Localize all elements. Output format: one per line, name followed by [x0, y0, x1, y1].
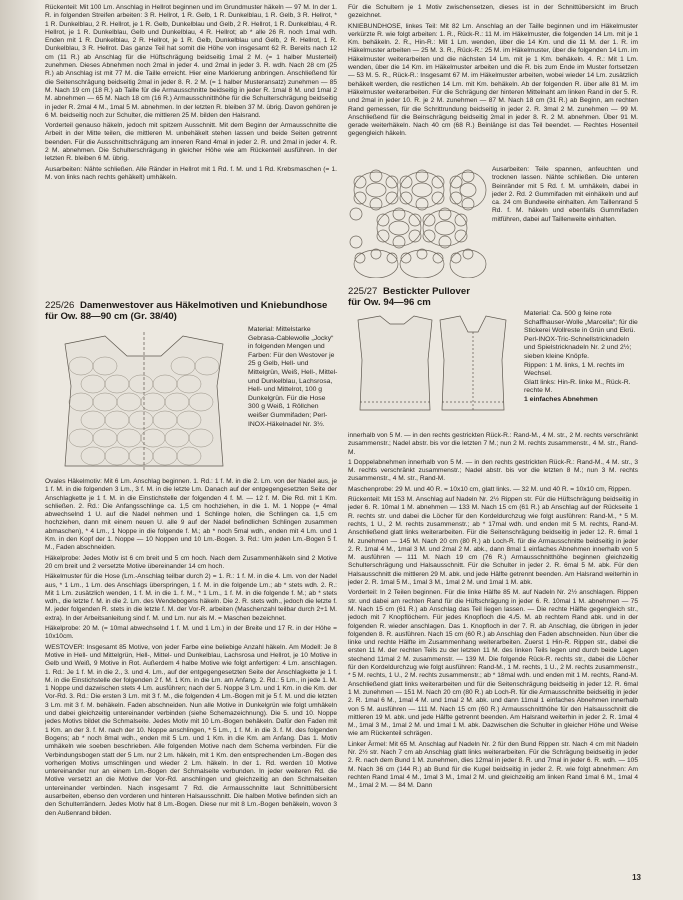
motif-3 [450, 170, 486, 210]
materials-226 [248, 326, 338, 476]
paragraph: Häkelmuster für die Hose (Lm.-Anschlag teilbar durch 2) = 1. R.: 1 f. M. in die 4. Lm. von der Nadel aus, * 1 Lm., 1 Lm. des Anschlags überspringen, 1 f. M. in die folgende Lm.; ab * stets wdh. 2. R.: Mit 1 Lm. zusätzlich wenden, 1 f. M. in die 1. f. M., * 1 Lm., 1 f. M. in die folgende f. M.; ab * stets wdh., die letzte f. M. in die 2. Lm. des Wendebogens häkeln. Die 2. R. stets wdh., jedoch die letzte f. M. jeder folgenden R. stets in die letzte f. M. der Vor-R. arbeiten (Maschenzahl teilbar durch 2+1 M. extra). In der Arbeitsanleitung sind f. M. und Lm. nur als M. = Maschen bezeichnet. [45, 573, 337, 622]
paragraph: Ausarbeiten: Nähte schließen. Alle Ränder in Hellrot mit 1 Rd. f. M. und 1 Rd. Krebsmaschen (= 1. M. von links nach rechts gehäkelt) umhäkeln. [45, 165, 337, 181]
motif-5 [423, 208, 467, 248]
crochet-motif-illustration [348, 166, 488, 278]
section-title: Bestickter Pullover [383, 286, 470, 297]
pullover-instructions [348, 432, 638, 890]
pants-instructions [348, 4, 638, 162]
section-number: 225/26 [45, 300, 75, 311]
westover-back-instructions [45, 4, 337, 304]
paragraph: WESTOVER: Insgesamt 85 Motive, von jeder Farbe eine beliebige Anzahl häkeln. Am Modell: Je 8 Motive in Hell- und Mittelgrün, Hell-, Mittel- und Dunkelblau, Lachsrosa und Hellrot, je 10 Motive in Gelb und Weiß, 9 Motive in Rot. Außerdem 4 halbe Motive wie folgt anfertigen: 4 Lm. anschlagen. 1. Rd.: Je 1 f. M. in die 2., 3. und 4. Lm., auf der entgegengesetzten Seite der Anschlagkette je 1 f. M. in die Einstichstelle der folgenden 2 f. M. 1 Km. in die Lm. am Anfang. 2. Rd.: 5 Lm., in jede 1. M. 1 Noppe und dazwischen stets 4 Lm. ausführen; nach der 5. Noppe 3 Lm. und 1 Km. in die Km. der Vor-Rd. 3. Rd.: Die ersten 3 Lm. mit 3 f. M., die folgenden 4 Lm.-Bogen mit je 5 f. M. und die letzten 3 Lm. mit 3 f. M. behäkeln. Faden abschneiden. Nun alle Motive in Dunkelgrün wie folgt umhäkeln und dabei gleichzeitig untereinander verbinden (siehe Schemazeichnung). Die 5. und 10. Noppe jedes Motivs bildet die Schmalseite. Jedes Motiv mit 10 Lm.-Bogen behäkeln. Dafür den Faden mit 1 Km. an der 3. f. M. nach der 10. Noppe anschlingen, * 5 Lm., 1 f. M. in die 3. f. M. des folgenden Bogens; ab * noch 8mal wdh., enden mit 5 Lm. und 1 Km. in die Km. am Anfang. Das 1. Motiv umhäkeln wie soeben beschrieben. Alle folgenden Motive nach dem Schema verbinden. Für die Verbindungsbogen statt der 5 Lm. nur 2 Lm. häkeln, mit 1 Km. den entsprechenden Lm.-Bogen des vorherigen Motivs umschlingen und wieder 2 Lm. häkeln. In der 1. Rd. werden 10 Motive untereinander nur an einem Lm.-Bogen der Schmalseite verbunden. In jeder weiteren Rd. die Motive versetzt an die Motive der Vor-Rd. anschlingen und gleichzeitig an den Schmalseiten untereinander verbinden. Nach insgesamt 7 Rd. die Armausschnitte laut Schnittübersicht ausarbeiten, ebenso den vorderen und hinteren Halsausschnitt. Die halben Motive befinden sich an den Schulterrändern. Jedes Motiv hat 8 Lm.-Bogen. Diese nur mit 8 Lm.-Bogen behäkeln, wovon 3 den Außenrand bilden. [45, 643, 337, 817]
paragraph: innerhalb von 5 M. — in den rechts gestrickten Rück-R.: Rand-M., 4 M. str., 2 M. rechts verschränkt zusammenstr.; Nadel abstr. bis vor die letzten 7 M.; nun 2 M. rechts zusammenstr., 4 M. str., Rand-M. [348, 432, 638, 456]
paragraph: Rückenteil: Mit 100 Lm. Anschlag in Hellrot beginnen und im Grundmuster häkeln — 97 M. In der 1. R. in folgenden Streifen arbeiten: 3 R. Hellrot, 1 R. Gelb, 1 R. Dunkelblau, 1 R. Gelb, 3 R. Hellrot, * 1 R. Dunkelblau, 2 R. Hellrot, je 1 R. Gelb, Dunkelblau und Gelb, 2 R. Hellrot, 1 R. Dunkelblau, 4 R. Hellrot, je 1 R. Dunkelblau, Gelb und Dunkelblau, 4 R. Hellrot; ab * alle 26 R. noch 1mal wdh. Enden mit 1 R. Dunkelblau, 2 R. Hellrot, je 1 R. Gelb, Dunkelblau und Gelb, 2 R. Hellrot, 1 R. Dunkelblau, 3 R. Hellrot. Das ganze Teil hat somit die Höhe von insgesamt 62 R. Bereits nach 12 cm (11 R.) ab Anschlag für die Hüftschrägung beidseitig 1mal 2 M. (= 1 halber Musterteil) zunehmen. Dieses Abnehmen noch 2mal in jeder 4. und 2mal in jeder 3. R. wdh. Nach 28 cm (25 R.) ab Anschlag ist mit 77 M. die Taille erreicht. Hier eine Markierung anbringen. Anschließend für die Seitenschrägung beidseitig 2mal in jeder 8. R. 2 M. (= 1 halber Musteransatz) zunehmen — 85 M. Nach 19 cm (18 R.) ab Taille für die Armausschnitte beidseitig in jeder R. 1mal 8 M. und 1mal 2 M. abnehmen — 65 M. Nach 18 cm (16 R.) Armausschnitthöhe für die Schulterschrägung beidseitig in jeder R. 2mal 4 M., 1mal 5 M. abnehmen. In der letzten R. bleiben 37 M. übrig. Davon gehören je 6 M. beidseitig noch zur Schulter, die mittleren 25 M. bilden den Halsrand. [45, 4, 337, 119]
westover-outline [65, 336, 223, 466]
motif-1 [354, 170, 398, 210]
pullover-front-outline [440, 316, 506, 410]
paragraph: Vorderteil: In 2 Teilen beginnen. Für die linke Hälfte 85 M. auf Nadeln Nr. 2½ anschlagen. Rippen str. und dabei am rechten Rand für die Hüftschrägung in jeder 6. R. 10mal 1 M. abnehmen — 75 M. Nach 15 cm (61 R.) ab Anschlag das Teil liegen lassen. — Die rechte Hälfte gegengleich str., jedoch mit 7 Knopflöchern. Für jedes Knopfloch die 4./5. M. ab rechtem Rand abk. und in der folgenden R. wieder anschlagen. Das 1. Knopfloch in der 7. R. ab Anschlag, die übrigen in jeder folgenden 8. R. ausführen. Nach 15 cm (60 R.) ab Anschlag den Faden abschneiden. Nun über die linke und rechte Hälfte im Zusammenhang weiterarbeiten. Zuerst 1 Hin-R. Rippen str., dabei die ersten 11 M. der rechten Teils zu der letzten 11 M. des linken Teils legen und durch beide Lagen stechend 11mal 2 M. zusammenstr. — 139 M. Die folgende Rück-R. rechts str., dabei die Löcher für den Kordeldurchzug wie folgt ausführen: Rand-M., 1 M. rechts, 1 U., 2 M. rechts zusammenstr., * 5 M. rechts, 1 U., 2 M. rechts zusammenstr.; ab * 18mal wdh. und enden mit 1 M. rechts, Rand-M. Anschließend glatt links weiterarbeiten und für die Seitenschrägung beidseitig in jeder 12. R. 6mal 1 M. zunehmen — 151 M. Nach 20 cm (80 R.) ab Loch-R. für die Armausschnitte beidseitig in jeder 2. R. 1mal 6 M., 1mal 4 M. und 1mal 2 M. abk. und dann 11mal 1 einfaches Abnehmen innerhalb von 5 M. ausführen — 111 M. Nach 15 cm (60 R.) Armausschnitthöhe für den Halsausschnitt die mittleren 19 M. abk. und jede Hälfte getrennt beenden. Am Halsrand weiterhin in jeder 2. R. 1mal 4 M., 1mal 3 M., 1mal 2 M. und 1mal 1 M. abk. Dazwischen die Schulter in gleicher Höhe und Weise wie am Rückenteil schrägen. [348, 589, 638, 738]
paragraph: Häkelprobe: 20 M. (= 10mal abwechselnd 1 f. M. und 1 Lm.) in der Breite und 17 R. in der Höhe = 10x10cm. [45, 625, 337, 641]
materials-text: Material: Mittelstarke Gebrasa-Cablewolle „Jocky“ in folgenden Mengen und Farben: Für den Westover je 25 g Gelb, Hell- und Mittelgrün, Weiß, Hell-, Mittel- und Dunkelblau, Lachsrosa, Hell- und Mittelrot, 100 g Dunkelgrün. Für die Hose 300 g Weiß, 1 Röllchen weißer Gummifaden; Perl-INOX-Häkelnadel Nr. 3½. [248, 326, 338, 428]
motif-7 [354, 249, 398, 278]
motif-8 [400, 249, 444, 278]
paragraph: Rückenteil: Mit 153 M. Anschlag auf Nadeln Nr. 2½ Rippen str. Für die Hüftschrägung beidseitig in jeder 6. R. 10mal 1 M. abnehmen — 133 M. Nach 15 cm (61 R.) ab Anschlag auf der Rückseite 1 R. rechts str. und dabei die Löcher für den Kordeldurchzug wie folgt ausführen: Rand-M., * 5 M. rechts, 1 U., 2 M. rechts zusammenstr.; ab * 17mal wdh. und enden mit 5 M. rechts, Rand-M. Anschließend glatt links weiterarbeiten. Für die Seitenschrägung beidseitig in jeder 12. R. 6mal 1 M. zunehmen — 145 M. Nach 20 cm (80 R.) ab Loch-R. für die Armausschnitte beidseitig in jeder 2. R. 1mal 4 M., 1mal 3 M. und 2mal 2 M. abk., dann 8mal 1 einfaches Abnehmen innerhalb von 5 M. ausführen — 111 M. Nach 19 cm (76 R.) Armausschnitthöhe beginnen gleichzeitig Schulterschrägung und Halsausschnitt. Für die Schulter in jeder 2. R. 6mal 5 M. abk. Für den Halsausschnitt die mittleren 29 M. abk. und jede Hälfte getrennt beenden. Am Halsrand weiterhin in jeder 2. R. 1mal 5 M., 1mal 3 M., 1mal 2 M. und 1mal 1 M. abk. [348, 496, 638, 587]
paragraph: Ausarbeiten: Teile spannen, anfeuchten und trocknen lassen. Nähte schließen. Die unteren Beinränder mit 5 Rd. f. M. umhäkeln, dabei in jeder 2. Rd. 2 Gummifaden mit einhäkeln und auf ca. 24 cm Bundweite einhalten. Am Taillenrand 5 Rd. f. M. häkeln und ebenfalls Gummifaden mitführen, dabei auf Taillenweite einhalten. [492, 166, 638, 223]
motif-6 [350, 208, 362, 248]
paragraph: Linker Ärmel: Mit 65 M. Anschlag auf Nadeln Nr. 2 für den Bund Rippen str. Nach 4 cm mit Nadeln Nr. 2½ str. Nach 7 cm ab Anschlag glatt links weiterarbeiten. Für die Schrägung beidseitig in jeder 2. R. nach dem Bund 1 M. zunehmen, dies 12mal in jeder 8. R. und 7mal in jeder 6. R. wdh. — 105 M. Nach 36 cm (144 R.) ab Bund für die Kugel beidseitig in jeder 2. R. wie folgt abnehmen: Am rechten Rand 1mal 4 M., 1mal 3 M., 1mal 2 M. und gleichzeitig am linken Rand 1mal 6 M., 1mal 4 M., 1mal 2 M. — 84 M. Dann [348, 740, 638, 790]
paragraph: Häkelprobe: Jedes Motiv ist 6 cm breit und 5 cm hoch. Nach dem Zusammenhäkeln sind 2 Motive 20 cm breit und 2 versetzte Motive übereinander 14 cm hoch. [45, 554, 337, 570]
page-number: 13 [632, 873, 641, 882]
motif-2 [400, 170, 444, 210]
materials-text: Material: Ca. 500 g feine rote Schaffhauser-Wolle „Marcella“; für die Stickerei Wollreste in Grün und Ekrü. Perl-INOX-Tric-Schnellstricknadeln und Spielstricknadeln Nr. 2 und 2½; sieben kleine Knöpfe. [524, 310, 638, 360]
materials-227 [524, 310, 638, 430]
paragraph: Vorderteil genauso häkeln, jedoch mit spitzem Ausschnitt. Mit dem Beginn der Armausschnitte die Arbeit in der Mitte teilen, die mittleren M. unbehäkelt stehen lassen und beide Seiten getrennt beenden. Für die Ausschnittschrägung am inneren Rand 4mal in jeder 2. R. und 2mal in jeder 4. R. 2 M. abnehmen. Die Schulterschrägung in gleicher Höhe wie am Rückenteil ausführen. In der letzten R. bleiben 6 M. übrig. [45, 122, 337, 163]
section-subtitle: für Ow. 88—90 cm (Gr. 38/40) [45, 311, 177, 322]
motif-4 [377, 208, 421, 248]
pants-finishing [492, 166, 638, 284]
paragraph: Für die Schultern je 1 Motiv zwischensetzen, dieses ist in der Schnittübersicht im Bruch gezeichnet. [348, 4, 638, 20]
stockinette-pattern: Glatt links: Hin-R. linke M., Rück-R. rechte M. [524, 378, 631, 395]
section-heading-227 [348, 286, 638, 308]
paragraph: Ovales Häkelmotiv: Mit 6 Lm. Anschlag beginnen. 1. Rd.: 1 f. M. in die 2. Lm. von der Nadel aus, je 1 f. M. in die folgenden 3 Lm., 3 f. M. in die letzte Lm. Danach auf der entgegengesetzten Seite der Anschlagkette je 1 f. M. in die Einstichstelle der folgenden 4 f. M. — 12 f. M. Die Rd. mit 1 Km. schließen. 2. Rd.: Die Anfangsschlinge ca. 1,5 cm hochziehen, in die 1. M. 1 Noppe (= 4mal abwechselnd 1 U. auf die Nadel nehmen und 1 Schlinge holen, die Schlingen ca. 1,5 cm hochziehen, dann mit einem neuen U. alle 9 auf der Nadel befindlichen Schlingen zusammen abmaschen), * 4 Lm., 1 Noppe in die folgende f. M.; ab * noch 5mal wdh., enden mit 4 Lm. und 1 Km. in den Kopf der 1. Noppe — 10 Noppen und 10 Lm.-Bogen. 3. Rd.: Um jeden Lm.-Bogen 5 f. M., Faden abschneiden. [45, 478, 337, 552]
rib-pattern: Rippen: 1 M. links, 1 M. rechts im Wechsel. [524, 361, 625, 378]
westover-schematic [45, 326, 243, 476]
section-heading-226 [45, 300, 337, 322]
section-title: Damenwestover aus Häkelmotiven und Kniebundhose [80, 300, 328, 311]
pullover-back-outline [358, 316, 432, 410]
section-number: 225/27 [348, 286, 378, 297]
decrease-label: 1 einfaches Abnehmen [524, 395, 598, 403]
paragraph: Maschenprobe: 29 M. und 40 R. = 10x10 cm, glatt links. — 32 M. und 40 R. = 10x10 cm, Rippen. [348, 485, 631, 493]
motif-9 [450, 249, 486, 278]
paragraph: KNIEBUNDHOSE, linkes Teil: Mit 82 Lm. Anschlag an der Taille beginnen und im Häkelmuster verkürzte R. wie folgt arbeiten: 1. R., Rück-R.: 11 M. im Häkelmuster, die folgenden 14 Lm. mit je 1 Km. behäkeln. 2. R., Hin-R.: Mit 1 Lm. wenden, über die 14 Km. und die 11 M. der 1. R. im Häkelmuster arbeiten — 25 M. 3. R., Rück-R.: 25 M. im Häkelmuster, über die folgenden 14 Lm. im Häkelmuster weiterarbeiten und die nächsten 14 Lm. mit je 1 Km. behäkeln. 4. R.: Mit 1 Lm. wenden, über die 14 Km. im Häkelmuster arbeiten und die R. bis zum Ende im Muster fortsetzen — 53 M. 5. R., Rück-R.: Insgesamt 67 M. im Häkelmuster arbeiten, wobei wieder 14 Lm. zusätzlich behäkelt werden, die restlichen 14 Lm. mit Km. behäkeln. Ab der folgenden R. über alle 81 M. im Häkelmuster weiterarbeiten. Für die Schrägung der hinteren Mittelnaht am linken Rand in der 5. R. und 2mal in jeder 10. R. je 2 M. zunehmen — 87 M. Nach 18 cm (31 R.) ab Beginn, am rechten Rand gemessen, für die Schrittrundung beidseitig in jeder 2. R. 3mal 2 M. zunehmen — 99 M. Anschließend für die Beinschrägung beidseitig 2mal in jeder 8. R. 2 M. abnehmen. Über 91 M. gerade weiterhäkeln. Nach 40 cm (68 R.) Beinlänge ist das Teil beendet. — Rechtes Hosenteil gegengleich häkeln. [348, 22, 638, 138]
westover-instructions [45, 478, 337, 890]
pullover-schematic [350, 310, 520, 420]
paragraph: 1 Doppelabnehmen innerhalb von 5 M. — in den rechts gestrickten Rück-R.: Rand-M., 4 M. str., 3 M. rechts verschränkt zusammenstr.; Nadel abstr. bis vor die letzten 8 M.; nun 3 M. rechts zusammenstr., 4 M. str., Rand-M. [348, 458, 638, 483]
section-subtitle: für Ow. 94—96 cm [348, 297, 431, 308]
